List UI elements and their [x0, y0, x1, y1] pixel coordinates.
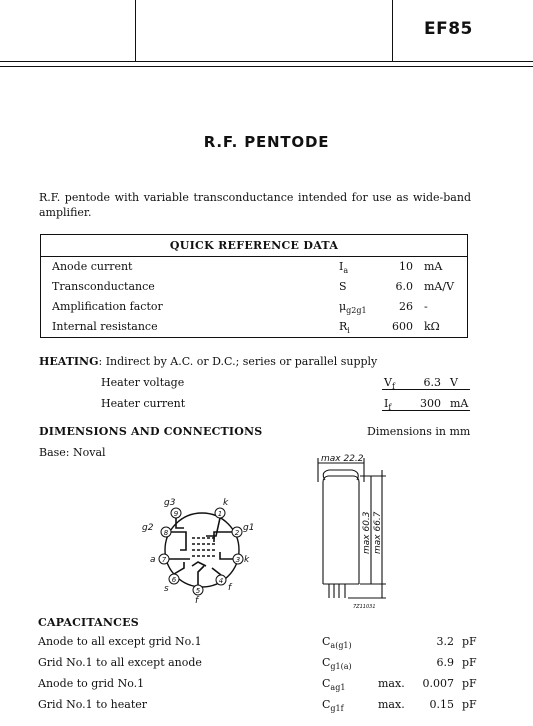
- dim-seated-label: max 60.3: [362, 511, 372, 554]
- dim-width-label: max 22.2: [321, 454, 364, 464]
- tube-top: [323, 470, 358, 480]
- drawing-reference: 7Z11031: [353, 604, 376, 610]
- pin-label-g3: g3: [164, 498, 176, 508]
- pin-number: 9: [173, 510, 179, 518]
- pin-number: 2: [234, 529, 240, 537]
- pin-number: 4: [218, 577, 224, 585]
- electrode-line: [220, 552, 233, 559]
- electrode-line: [174, 562, 184, 574]
- dimensions-units: Dimensions in mm: [367, 425, 471, 438]
- heater-value: 300: [420, 397, 441, 410]
- capacitance-row: [38, 695, 477, 715]
- intro-text: R.F. pentode with variable transconductance intended for use as wide-band amplifier.: [39, 191, 471, 219]
- cap-unit: pF: [462, 656, 477, 669]
- qrd-symbol: $I_a$: [339, 260, 349, 275]
- heater-symbol: $V_f$: [384, 376, 395, 391]
- pin-number: 6: [171, 576, 177, 584]
- pin-label-suppressor: s: [164, 584, 169, 594]
- header-rule-bottom: [0, 66, 533, 67]
- heater-symbol: $I_f$: [384, 397, 392, 412]
- qrd-label: Anode current: [52, 260, 133, 273]
- qrd-symbol: $\mu_{g2g1}$: [339, 300, 367, 315]
- tube-outline-drawing: [290, 450, 410, 612]
- heating-line: [39, 355, 377, 368]
- cap-prefix: max.: [378, 677, 405, 690]
- cap-label: Grid No.1 to heater: [38, 698, 148, 711]
- qrd-unit: kΩ: [424, 320, 440, 333]
- pin-number: 5: [195, 587, 201, 595]
- dim-overall-label: max 66.7: [373, 511, 383, 554]
- cap-value: 6.9: [436, 656, 454, 669]
- qrd-row: [41, 257, 467, 277]
- tube-walls: [323, 482, 359, 584]
- qrd-label: Transconductance: [52, 280, 155, 293]
- quick-reference-table: [40, 234, 468, 338]
- capacitances-heading: CAPACITANCES: [38, 616, 139, 629]
- qrd-symbol: S: [339, 280, 347, 293]
- cap-value: 3.2: [436, 635, 454, 648]
- heating-text: : Indirect by A.C. or D.C.; series or parallel supply: [98, 355, 378, 368]
- quick-reference-heading: QUICK REFERENCE DATA: [41, 235, 467, 257]
- heater-label: Heater current: [101, 397, 186, 410]
- header-divider-1: [135, 0, 136, 61]
- type-number: EF85: [424, 19, 473, 39]
- pin-label-heater: f: [228, 583, 232, 593]
- pin-number: 7: [161, 556, 167, 564]
- cap-label: Anode to all except grid No.1: [38, 635, 202, 648]
- qrd-value: 600: [392, 320, 413, 333]
- cap-unit: pF: [462, 677, 477, 690]
- qrd-value: 26: [399, 300, 413, 313]
- cap-value: 0.15: [429, 698, 454, 711]
- cap-label: Anode to grid No.1: [38, 677, 145, 690]
- tube-shoulder: [323, 476, 359, 482]
- pin-label-anode: a: [150, 555, 156, 565]
- qrd-row: [41, 317, 467, 337]
- capacitance-row: [38, 653, 477, 673]
- header-rule-top: [0, 61, 533, 62]
- cap-symbol: $C_{g1(a)}$: [322, 656, 352, 671]
- electrode-line: [192, 562, 206, 566]
- electrode-line: [171, 532, 186, 550]
- qrd-symbol: $R_i$: [339, 320, 350, 335]
- pin-connection-diagram: [140, 492, 270, 604]
- electrode-line: [206, 518, 220, 536]
- heater-row: [101, 373, 470, 393]
- qrd-unit: -: [424, 300, 428, 313]
- cap-value: 0.007: [422, 677, 454, 690]
- qrd-row: [41, 297, 467, 317]
- qrd-label: Amplification factor: [52, 300, 163, 313]
- dimensions-heading: DIMENSIONS AND CONNECTIONS: [39, 425, 263, 438]
- pin-label-g2: g2: [142, 523, 154, 533]
- cap-unit: pF: [462, 698, 477, 711]
- pin-label-g1: g1: [243, 523, 255, 533]
- pin-number: 1: [217, 510, 223, 518]
- heater-unit: mA: [450, 397, 469, 410]
- electrode-line: [212, 568, 221, 575]
- capacitance-row: [38, 632, 477, 652]
- cap-symbol: $C_{a(g1)}$: [322, 635, 352, 650]
- heater-unit: V: [450, 376, 458, 389]
- electrode-line: [198, 566, 204, 585]
- qrd-value: 6.0: [395, 280, 413, 293]
- cap-symbol: $C_{g1f}$: [322, 698, 344, 713]
- qrd-unit: mA: [424, 260, 443, 273]
- cap-label: Grid No.1 to all except anode: [38, 656, 202, 669]
- pin-number: 8: [163, 529, 169, 537]
- cap-symbol: $C_{ag1}$: [322, 677, 346, 692]
- capacitance-row: [38, 674, 477, 694]
- base-type: Base: Noval: [39, 446, 106, 459]
- heater-value: 6.3: [423, 376, 441, 389]
- page-title: R.F. PENTODE: [203, 133, 330, 151]
- header-divider-2: [392, 0, 393, 61]
- cap-prefix: max.: [378, 698, 405, 711]
- heater-row: [101, 394, 470, 414]
- pin-label-heater: f: [195, 596, 199, 604]
- qrd-row: [41, 277, 467, 297]
- pin-number: 3: [235, 556, 241, 564]
- pin-label-cathode: k: [223, 498, 229, 508]
- cap-unit: pF: [462, 635, 477, 648]
- heater-label: Heater voltage: [101, 376, 185, 389]
- heating-label: HEATING: [39, 355, 99, 368]
- pin-label-cathode: k: [244, 555, 250, 565]
- qrd-label: Internal resistance: [52, 320, 158, 333]
- qrd-value: 10: [399, 260, 413, 273]
- qrd-unit: mA/V: [424, 280, 455, 293]
